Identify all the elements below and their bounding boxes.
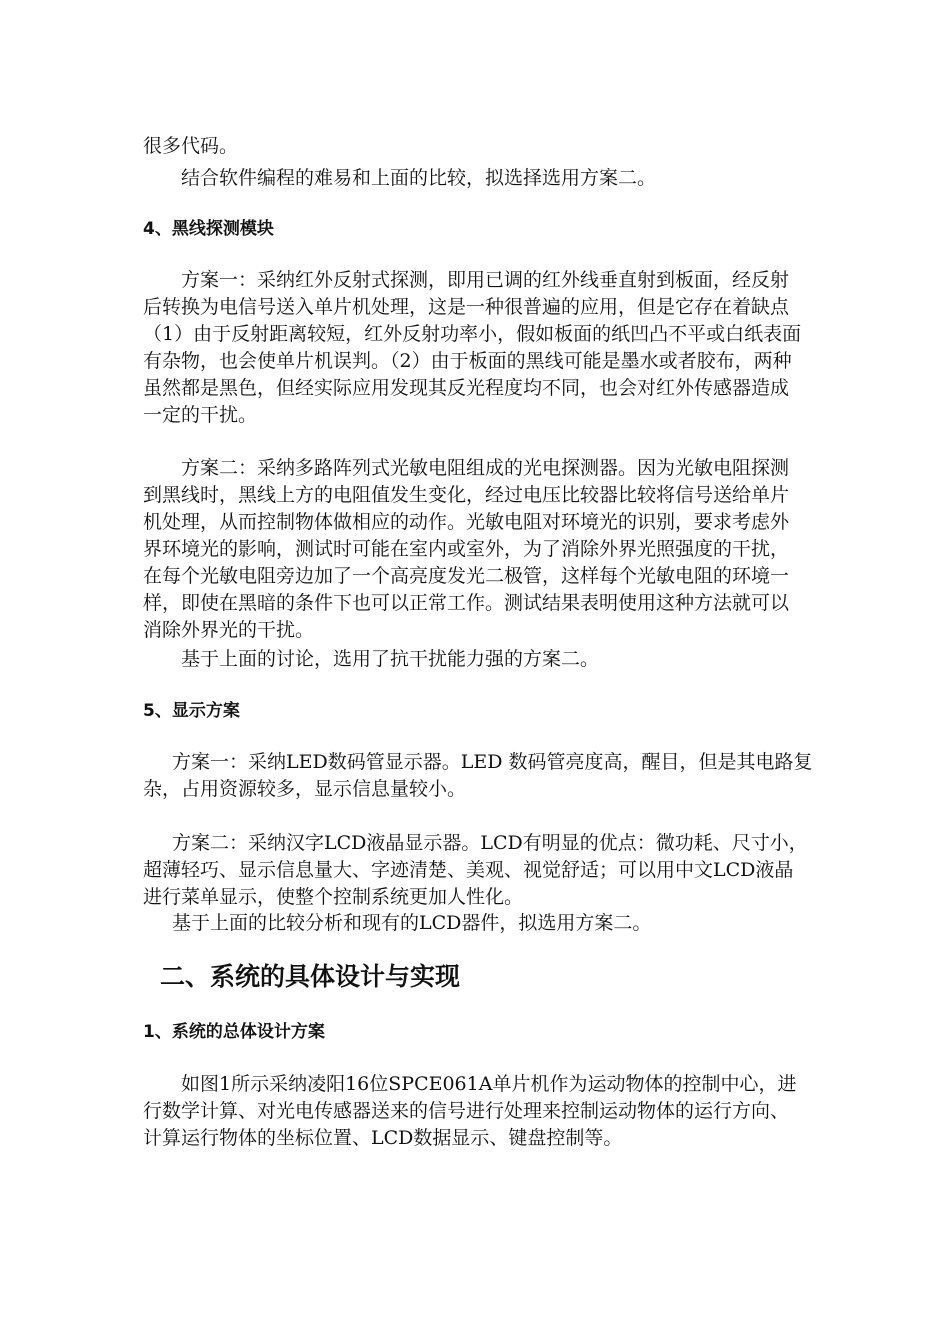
section-5-scheme2-line: 超薄轻巧、显示信息量大、字迹清楚、美观、视觉舒适；可以用中文LCD液晶 — [143, 859, 794, 881]
section-4-scheme2-line: 到黑线时，黑线上方的电阻值发生变化，经过电压比较器比较将信号送给单片 — [143, 484, 790, 506]
intro-line: 很多代码。 — [143, 135, 239, 157]
section-4-scheme1-line: （1）由于反射距离较短，红外反射功率小，假如板面的纸凹凸不平或白纸表面 — [143, 323, 802, 345]
chapter-2-section-1-heading: 1、系统的总体设计方案 — [143, 1022, 325, 1042]
chapter-2-section-1-line: 计算运行物体的坐标位置、LCD数据显示、键盘控制等。 — [143, 1127, 623, 1149]
chapter-2-section-1-line: 如图1所示采纳凌阳16位SPCE061A单片机作为运动物体的控制中心，进 — [181, 1073, 797, 1095]
section-4-conclusion: 基于上面的讨论，选用了抗干扰能力强的方案二。 — [181, 648, 600, 670]
section-4-scheme1-line: 后转换为电信号送入单片机处理，这是一种很普遍的应用，但是它存在着缺点 — [143, 296, 790, 318]
section-5-conclusion: 基于上面的比较分析和现有的LCD器件，拟选用方案二。 — [172, 912, 652, 934]
section-4-scheme2-line: 在每个光敏电阻旁边加了一个高亮度发光二极管，这样每个光敏电阻的环境一 — [143, 565, 790, 587]
intro-line: 结合软件编程的难易和上面的比较，拟选择选用方案二。 — [181, 167, 657, 189]
section-4-scheme2-line: 机处理，从而控制物体做相应的动作。光敏电阻对环境光的识别，要求考虑外 — [143, 511, 790, 533]
section-4-scheme2-line: 消除外界光的干扰。 — [143, 619, 315, 641]
section-5-heading: 5、显示方案 — [143, 701, 240, 721]
section-5-scheme1-line: 杂，占用资源较多，显示信息量较小。 — [143, 778, 467, 800]
section-4-scheme2-line: 方案二：采纳多路阵列式光敏电阻组成的光电探测器。因为光敏电阻探测 — [181, 457, 790, 479]
section-4-scheme2-line: 样，即使在黑暗的条件下也可以正常工作。测试结果表明使用这种方法就可以 — [143, 592, 790, 614]
section-5-scheme2-line: 方案二：采纳汉字LCD液晶显示器。LCD有明显的优点：微功耗、尺寸小， — [172, 832, 808, 854]
chapter-2-section-1-line: 行数学计算、对光电传感器送来的信号进行处理来控制运动物体的运行方向、 — [143, 1100, 790, 1122]
section-5-scheme2-line: 进行菜单显示，使整个控制系统更加人性化。 — [143, 886, 524, 908]
section-5-scheme1-line: 方案一：采纳LED数码管显示器。LED 数码管亮度高，醒目，但是其电路复 — [172, 751, 813, 773]
section-4-scheme1-line: 方案一：采纳红外反射式探测，即用已调的红外线垂直射到板面，经反射 — [181, 269, 790, 291]
section-4-scheme1-line: 有杂物，也会使单片机误判。（2）由于板面的黑线可能是墨水或者胶布，两种 — [143, 350, 792, 372]
section-4-scheme1-line: 一定的干扰。 — [143, 404, 258, 426]
section-4-scheme1-line: 虽然都是黑色，但经实际应用发现其反光程度均不同，也会对红外传感器造成 — [143, 377, 790, 399]
section-4-heading: 4、黑线探测模块 — [143, 219, 274, 239]
chapter-2-heading: 二、系统的具体设计与实现 — [160, 962, 461, 991]
section-4-scheme2-line: 界环境光的影响，测试时可能在室内或室外，为了消除外界光照强度的干扰， — [143, 538, 790, 560]
